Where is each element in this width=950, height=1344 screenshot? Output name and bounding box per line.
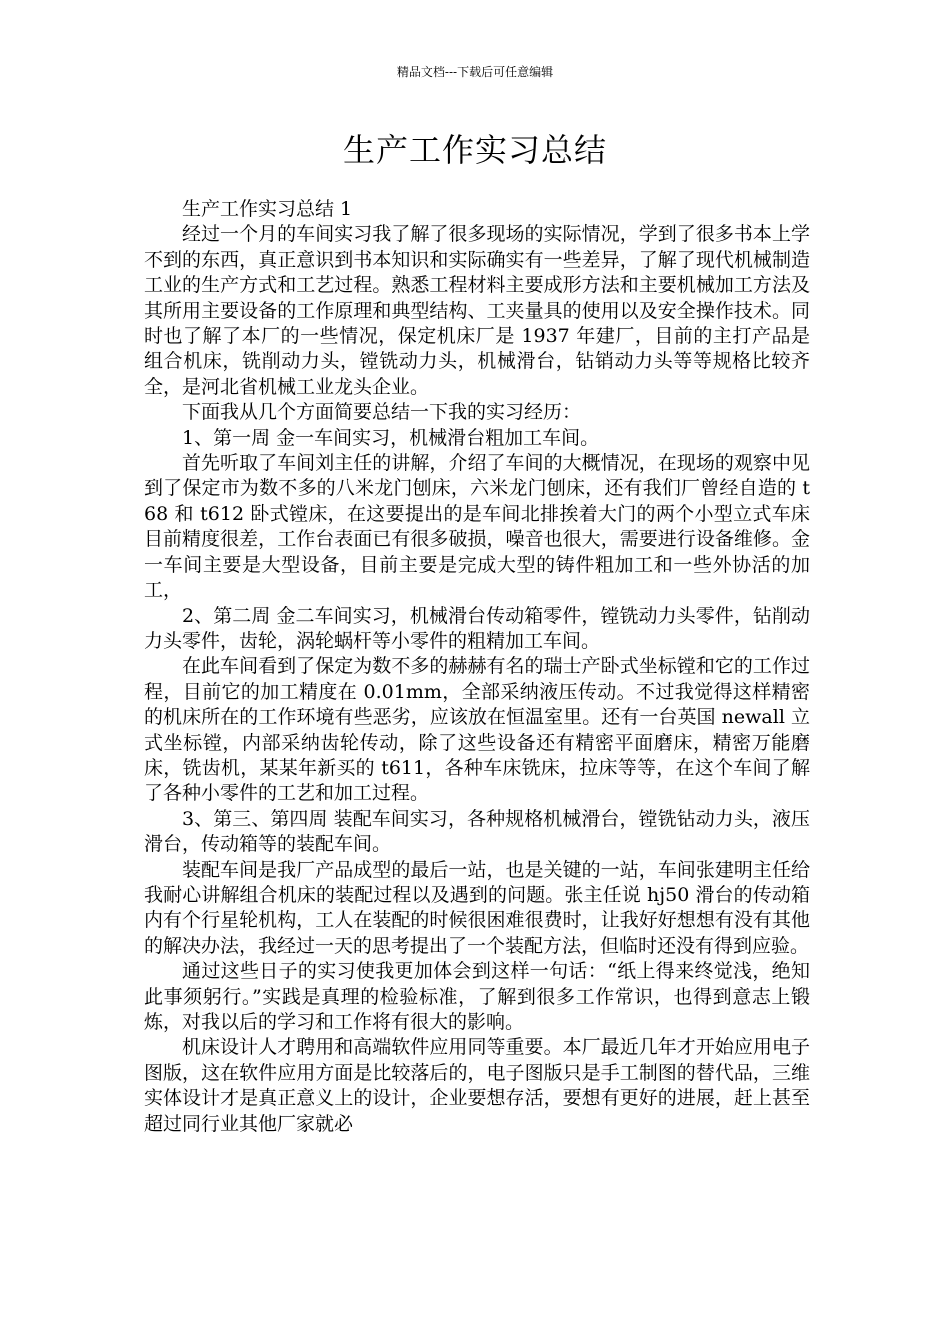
paragraph: 装配车间是我厂产品成型的最后一站，也是关键的一站，车间张建明主任给我耐心讲解组合机床的装配过程以及遇到的问题。张主任说 hj50 滑台的传动箱内有个行星轮机构，工人在装配的时候很困难很费时，让我好好想想有没有其他的解决办法，我经过一天的思考提出了一个装配方法，但临时还没有得到应验。 (144, 858, 810, 957)
paragraph: 机床设计人才聘用和高端软件应用同等重要。本厂最近几年才开始应用电子图版，这在软件应用方面是比较落后的，电子图版只是手工制图的替代品，三维实体设计才是真正意义上的设计，企业要想存活，要想有更好的进展，赶上甚至超过同行业其他厂家就必 (144, 1036, 810, 1135)
paragraph: 2、第二周 金二车间实习，机械滑台传动箱零件，镗铣动力头零件，钻削动力头零件，齿轮，涡轮蜗杆等小零件的粗精加工车间。 (144, 604, 810, 652)
document-body (144, 197, 810, 1137)
paragraph: 经过一个月的车间实习我了解了很多现场的实际情况，学到了很多书本上学不到的东西，真正意识到书本知识和实际确实有一些差异，了解了现代机械制造工业的生产方式和工艺过程。熟悉工程材料主要成形方法和主要机械加工方法及其所用主要设备的工作原理和典型结构、工夹量具的使用以及安全操作技术。同时也了解了本厂的一些情况，保定机床厂是 1937 年建厂，目前的主打产品是组合机床，铣削动力头，镗铣动力头，机械滑台，钻销动力头等等规格比较齐全，是河北省机械工业龙头企业。 (144, 223, 810, 398)
paragraph: 3、第三、第四周 装配车间实习，各种规格机械滑台，镗铣钻动力头，液压滑台，传动箱等的装配车间。 (144, 807, 810, 856)
paragraph: 通过这些日子的实习使我更加体会到这样一句话：“纸上得来终觉浅，绝知此事须躬行。”实践是真理的检验标准，了解到很多工作常识，也得到意志上锻炼，对我以后的学习和工作将有很大的影响。 (144, 960, 810, 1033)
document-title: 生产工作实习总结 (342, 131, 607, 169)
paragraph: 下面我从几个方面简要总结一下我的实习经历： (182, 401, 582, 424)
paragraph: 首先听取了车间刘主任的讲解，介绍了车间的大概情况，在现场的观察中见到了保定市为数不多的八米龙门刨床，六米龙门刨床，还有我们厂曾经自造的 t68 和 t612 卧式镗床，在这要提出的是车间北排挨着大门的两个小型立式车床目前精度很差，工作台表面已有很多破损，噪音也很大，需要进行设备维修。金一车间主要是大型设备，目前主要是完成大型的铸件粗加工和一些外协活的加工， (144, 452, 810, 602)
paragraph: 生产工作实习总结 1 (182, 198, 353, 220)
paragraph: 1、第一周 金一车间实习，机械滑台粗加工车间。 (182, 426, 600, 449)
paragraph: 在此车间看到了保定为数不多的赫赫有名的瑞士产卧式坐标镗和它的工作过程，目前它的加工精度在 0.01mm，全部采纳液压传动。不过我觉得这样精密的机床所在的工作环境有些恶劣，应该放在恒温室里。还有一台英国 newall 立式坐标镗，内部采纳齿轮传动，除了这些设备还有精密平面磨床，精密万能磨床，铣齿机，某某年新买的 t611，各种车床铣床，拉床等等，在这个车间了解了各种小零件的工艺和加工过程。 (144, 655, 810, 805)
page-header: 精品文档---下载后可任意编辑 (396, 65, 554, 79)
